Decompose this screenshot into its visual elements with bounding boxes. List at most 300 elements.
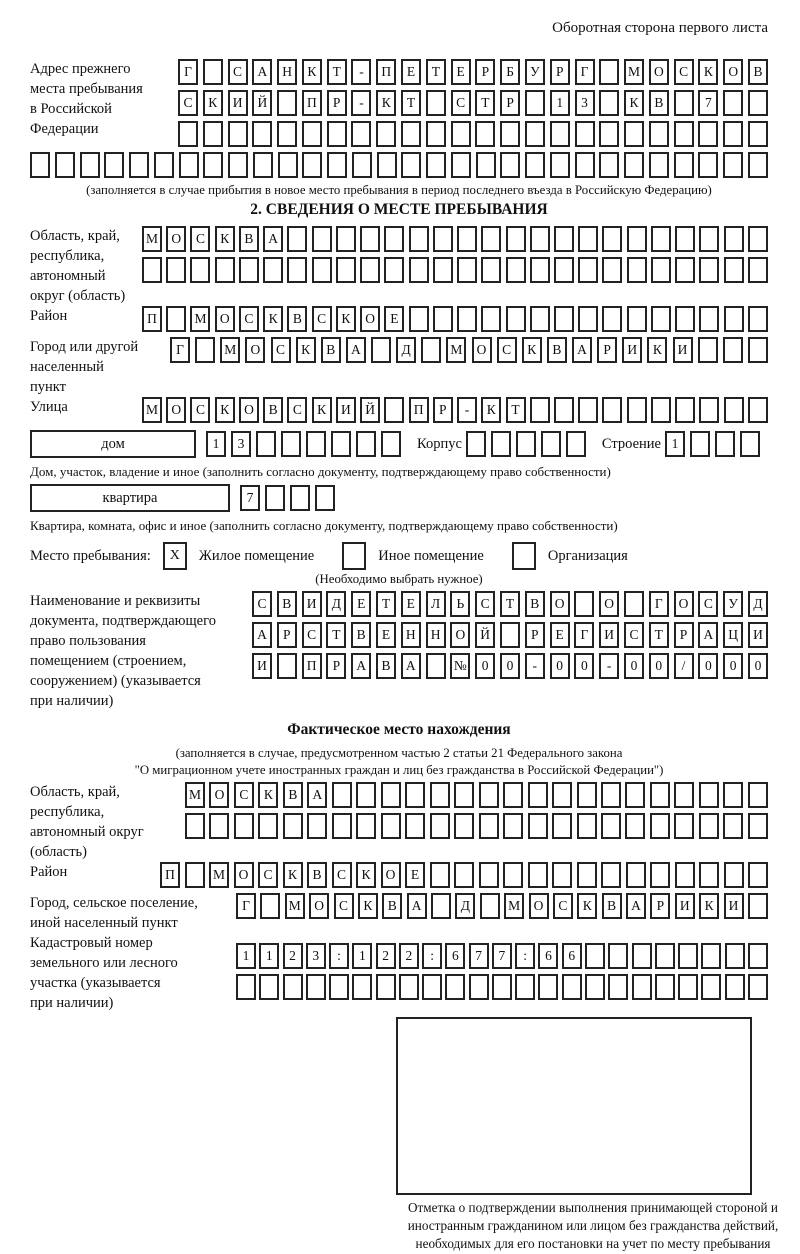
empty-cell[interactable] (699, 226, 719, 252)
empty-cell[interactable] (287, 226, 307, 252)
empty-cell[interactable] (332, 782, 352, 808)
empty-cell[interactable] (195, 337, 215, 363)
char-cell[interactable]: В (748, 59, 768, 85)
char-cell[interactable]: О (529, 893, 549, 919)
char-cell[interactable]: С (190, 226, 210, 252)
empty-cell[interactable] (457, 306, 477, 332)
char-cell[interactable]: К (699, 893, 719, 919)
empty-cell[interactable] (562, 974, 582, 1000)
empty-cell[interactable] (675, 226, 695, 252)
char-cell[interactable]: - (351, 59, 371, 85)
char-cell[interactable]: Д (455, 893, 475, 919)
char-cell[interactable]: 7 (240, 485, 260, 511)
empty-cell[interactable] (433, 257, 453, 283)
char-cell[interactable]: 3 (575, 90, 595, 116)
empty-cell[interactable] (715, 431, 735, 457)
char-cell[interactable]: 1 (550, 90, 570, 116)
char-cell[interactable]: К (302, 59, 322, 85)
empty-cell[interactable] (650, 782, 670, 808)
char-cell[interactable]: В (649, 90, 669, 116)
char-cell[interactable]: П (160, 862, 180, 888)
empty-cell[interactable] (550, 152, 570, 178)
char-cell[interactable]: 3 (306, 943, 326, 969)
char-cell[interactable]: К (215, 397, 235, 423)
char-cell[interactable]: 0 (748, 653, 768, 679)
char-cell[interactable]: И (302, 591, 322, 617)
empty-cell[interactable] (566, 431, 586, 457)
char-cell[interactable]: С (674, 59, 694, 85)
empty-cell[interactable] (748, 397, 768, 423)
char-cell[interactable]: Л (426, 591, 446, 617)
char-cell[interactable]: М (142, 397, 162, 423)
empty-cell[interactable] (360, 257, 380, 283)
empty-cell[interactable] (698, 152, 718, 178)
char-cell[interactable]: К (356, 862, 376, 888)
empty-cell[interactable] (80, 152, 100, 178)
char-cell[interactable]: К (283, 862, 303, 888)
empty-cell[interactable] (426, 152, 446, 178)
char-cell[interactable]: С (698, 591, 718, 617)
char-cell[interactable]: Д (748, 591, 768, 617)
empty-cell[interactable] (454, 813, 474, 839)
empty-cell[interactable] (315, 485, 335, 511)
char-cell[interactable]: 0 (475, 653, 495, 679)
empty-cell[interactable] (674, 152, 694, 178)
char-cell[interactable]: С (475, 591, 495, 617)
empty-cell[interactable] (678, 943, 698, 969)
char-cell[interactable]: А (572, 337, 592, 363)
empty-cell[interactable] (675, 306, 695, 332)
char-cell[interactable]: С (252, 591, 272, 617)
char-cell[interactable]: В (376, 653, 396, 679)
empty-cell[interactable] (481, 257, 501, 283)
char-cell[interactable]: Й (360, 397, 380, 423)
char-cell[interactable]: С (271, 337, 291, 363)
empty-cell[interactable] (430, 813, 450, 839)
empty-cell[interactable] (331, 431, 351, 457)
empty-cell[interactable] (252, 121, 272, 147)
char-cell[interactable]: Д (326, 591, 346, 617)
char-cell[interactable]: С (228, 59, 248, 85)
empty-cell[interactable] (409, 226, 429, 252)
char-cell[interactable]: 3 (231, 431, 251, 457)
empty-cell[interactable] (55, 152, 75, 178)
empty-cell[interactable] (405, 782, 425, 808)
char-cell[interactable]: Т (649, 622, 669, 648)
empty-cell[interactable] (651, 397, 671, 423)
char-cell[interactable]: О (472, 337, 492, 363)
empty-cell[interactable] (748, 226, 768, 252)
empty-cell[interactable] (740, 431, 760, 457)
empty-cell[interactable] (552, 862, 572, 888)
char-cell[interactable]: С (451, 90, 471, 116)
empty-cell[interactable] (457, 226, 477, 252)
char-cell[interactable]: 6 (445, 943, 465, 969)
char-cell[interactable]: М (142, 226, 162, 252)
empty-cell[interactable] (253, 152, 273, 178)
char-cell[interactable]: Г (575, 59, 595, 85)
empty-cell[interactable] (724, 397, 744, 423)
char-cell[interactable]: 7 (469, 943, 489, 969)
char-cell[interactable]: П (409, 397, 429, 423)
empty-cell[interactable] (307, 813, 327, 839)
empty-cell[interactable] (381, 782, 401, 808)
char-cell[interactable]: О (234, 862, 254, 888)
char-cell[interactable]: А (252, 622, 272, 648)
char-cell[interactable]: К (203, 90, 223, 116)
empty-cell[interactable] (376, 121, 396, 147)
empty-cell[interactable] (674, 782, 694, 808)
empty-cell[interactable] (577, 782, 597, 808)
empty-cell[interactable] (699, 397, 719, 423)
char-cell[interactable]: В (321, 337, 341, 363)
empty-cell[interactable] (454, 782, 474, 808)
char-cell[interactable]: В (351, 622, 371, 648)
empty-cell[interactable] (724, 306, 744, 332)
char-cell[interactable]: К (376, 90, 396, 116)
char-cell[interactable]: У (525, 59, 545, 85)
char-cell[interactable]: С (234, 782, 254, 808)
char-cell[interactable]: И (228, 90, 248, 116)
empty-cell[interactable] (699, 813, 719, 839)
stay-option-checkbox[interactable]: X (163, 542, 187, 570)
empty-cell[interactable] (356, 813, 376, 839)
char-cell[interactable]: В (602, 893, 622, 919)
char-cell[interactable]: И (252, 653, 272, 679)
char-cell[interactable]: О (674, 591, 694, 617)
empty-cell[interactable] (154, 152, 174, 178)
char-cell[interactable]: 2 (376, 943, 396, 969)
empty-cell[interactable] (454, 862, 474, 888)
empty-cell[interactable] (190, 257, 210, 283)
empty-cell[interactable] (651, 306, 671, 332)
empty-cell[interactable] (538, 974, 558, 1000)
empty-cell[interactable] (215, 257, 235, 283)
empty-cell[interactable] (228, 152, 248, 178)
empty-cell[interactable] (528, 862, 548, 888)
empty-cell[interactable] (239, 257, 259, 283)
apartment-type-box[interactable] (30, 484, 230, 512)
char-cell[interactable]: 2 (283, 943, 303, 969)
char-cell[interactable]: В (277, 591, 297, 617)
char-cell[interactable]: 1 (206, 431, 226, 457)
char-cell[interactable]: Р (277, 622, 297, 648)
char-cell[interactable]: Т (376, 591, 396, 617)
empty-cell[interactable] (699, 257, 719, 283)
empty-cell[interactable] (228, 121, 248, 147)
char-cell[interactable]: Р (674, 622, 694, 648)
char-cell[interactable]: О (550, 591, 570, 617)
char-cell[interactable]: Т (506, 397, 526, 423)
empty-cell[interactable] (503, 782, 523, 808)
empty-cell[interactable] (599, 59, 619, 85)
empty-cell[interactable] (701, 974, 721, 1000)
empty-cell[interactable] (554, 397, 574, 423)
char-cell[interactable]: М (220, 337, 240, 363)
char-cell[interactable]: С (287, 397, 307, 423)
empty-cell[interactable] (678, 974, 698, 1000)
char-cell[interactable]: О (450, 622, 470, 648)
char-cell[interactable]: А (401, 653, 421, 679)
char-cell[interactable]: И (599, 622, 619, 648)
empty-cell[interactable] (554, 257, 574, 283)
empty-cell[interactable] (632, 943, 652, 969)
char-cell[interactable]: Т (475, 90, 495, 116)
empty-cell[interactable] (530, 306, 550, 332)
empty-cell[interactable] (236, 974, 256, 1000)
char-cell[interactable]: Т (401, 90, 421, 116)
empty-cell[interactable] (699, 862, 719, 888)
char-cell[interactable]: С (258, 862, 278, 888)
char-cell[interactable]: Н (277, 59, 297, 85)
empty-cell[interactable] (376, 974, 396, 1000)
char-cell[interactable]: В (239, 226, 259, 252)
empty-cell[interactable] (602, 226, 622, 252)
empty-cell[interactable] (578, 397, 598, 423)
empty-cell[interactable] (277, 121, 297, 147)
empty-cell[interactable] (690, 431, 710, 457)
char-cell[interactable]: Ь (450, 591, 470, 617)
empty-cell[interactable] (655, 974, 675, 1000)
empty-cell[interactable] (627, 226, 647, 252)
stay-option-checkbox[interactable] (342, 542, 366, 570)
empty-cell[interactable] (422, 974, 442, 1000)
empty-cell[interactable] (104, 152, 124, 178)
char-cell[interactable]: Ц (723, 622, 743, 648)
empty-cell[interactable] (578, 257, 598, 283)
empty-cell[interactable] (500, 622, 520, 648)
empty-cell[interactable] (698, 337, 718, 363)
char-cell[interactable]: С (178, 90, 198, 116)
char-cell[interactable]: В (307, 862, 327, 888)
char-cell[interactable]: О (215, 306, 235, 332)
empty-cell[interactable] (624, 152, 644, 178)
empty-cell[interactable] (371, 337, 391, 363)
empty-cell[interactable] (625, 813, 645, 839)
char-cell[interactable]: К (336, 306, 356, 332)
empty-cell[interactable] (601, 782, 621, 808)
empty-cell[interactable] (290, 485, 310, 511)
char-cell[interactable]: К (624, 90, 644, 116)
char-cell[interactable]: 0 (500, 653, 520, 679)
char-cell[interactable]: П (302, 90, 322, 116)
empty-cell[interactable] (724, 257, 744, 283)
empty-cell[interactable] (748, 152, 768, 178)
char-cell[interactable]: К (647, 337, 667, 363)
empty-cell[interactable] (479, 862, 499, 888)
char-cell[interactable]: Р (597, 337, 617, 363)
empty-cell[interactable] (554, 306, 574, 332)
char-cell[interactable]: 0 (723, 653, 743, 679)
char-cell[interactable]: М (285, 893, 305, 919)
empty-cell[interactable] (480, 893, 500, 919)
char-cell[interactable]: П (142, 306, 162, 332)
char-cell[interactable]: О (166, 397, 186, 423)
empty-cell[interactable] (492, 974, 512, 1000)
empty-cell[interactable] (516, 431, 536, 457)
empty-cell[interactable] (312, 257, 332, 283)
char-cell[interactable]: Н (426, 622, 446, 648)
empty-cell[interactable] (599, 90, 619, 116)
char-cell[interactable]: 6 (562, 943, 582, 969)
empty-cell[interactable] (724, 226, 744, 252)
char-cell[interactable]: С (190, 397, 210, 423)
empty-cell[interactable] (725, 974, 745, 1000)
empty-cell[interactable] (674, 90, 694, 116)
empty-cell[interactable] (401, 121, 421, 147)
char-cell[interactable]: Р (550, 59, 570, 85)
empty-cell[interactable] (748, 782, 768, 808)
empty-cell[interactable] (503, 862, 523, 888)
empty-cell[interactable] (351, 121, 371, 147)
empty-cell[interactable] (724, 862, 744, 888)
char-cell[interactable]: 0 (574, 653, 594, 679)
empty-cell[interactable] (381, 431, 401, 457)
empty-cell[interactable] (166, 257, 186, 283)
empty-cell[interactable] (283, 974, 303, 1000)
char-cell[interactable]: С (553, 893, 573, 919)
char-cell[interactable]: К (296, 337, 316, 363)
char-cell[interactable]: И (724, 893, 744, 919)
empty-cell[interactable] (530, 397, 550, 423)
char-cell[interactable]: К (522, 337, 542, 363)
char-cell[interactable]: К (215, 226, 235, 252)
char-cell[interactable]: М (446, 337, 466, 363)
empty-cell[interactable] (748, 813, 768, 839)
char-cell[interactable]: Р (475, 59, 495, 85)
char-cell[interactable]: О (245, 337, 265, 363)
empty-cell[interactable] (655, 943, 675, 969)
char-cell[interactable]: Е (351, 591, 371, 617)
empty-cell[interactable] (405, 813, 425, 839)
char-cell[interactable]: И (336, 397, 356, 423)
char-cell[interactable]: О (723, 59, 743, 85)
char-cell[interactable]: С (497, 337, 517, 363)
empty-cell[interactable] (674, 121, 694, 147)
char-cell[interactable]: / (674, 653, 694, 679)
empty-cell[interactable] (475, 121, 495, 147)
char-cell[interactable]: Г (236, 893, 256, 919)
char-cell[interactable]: О (209, 782, 229, 808)
empty-cell[interactable] (748, 974, 768, 1000)
empty-cell[interactable] (723, 152, 743, 178)
char-cell[interactable]: С (239, 306, 259, 332)
empty-cell[interactable] (336, 226, 356, 252)
empty-cell[interactable] (575, 152, 595, 178)
empty-cell[interactable] (287, 257, 307, 283)
empty-cell[interactable] (491, 431, 511, 457)
empty-cell[interactable] (624, 591, 644, 617)
empty-cell[interactable] (649, 121, 669, 147)
empty-cell[interactable] (336, 257, 356, 283)
empty-cell[interactable] (178, 121, 198, 147)
char-cell[interactable]: А (307, 782, 327, 808)
char-cell[interactable]: В (287, 306, 307, 332)
char-cell[interactable]: И (748, 622, 768, 648)
empty-cell[interactable] (312, 226, 332, 252)
char-cell[interactable]: Р (326, 653, 346, 679)
char-cell[interactable]: Т (426, 59, 446, 85)
char-cell[interactable]: Т (327, 59, 347, 85)
empty-cell[interactable] (503, 813, 523, 839)
empty-cell[interactable] (578, 226, 598, 252)
empty-cell[interactable] (699, 306, 719, 332)
char-cell[interactable]: К (698, 59, 718, 85)
empty-cell[interactable] (258, 813, 278, 839)
empty-cell[interactable] (552, 782, 572, 808)
empty-cell[interactable] (421, 337, 441, 363)
char-cell[interactable]: В (283, 782, 303, 808)
empty-cell[interactable] (675, 397, 695, 423)
empty-cell[interactable] (179, 152, 199, 178)
char-cell[interactable]: 0 (698, 653, 718, 679)
empty-cell[interactable] (602, 306, 622, 332)
char-cell[interactable]: Р (500, 90, 520, 116)
empty-cell[interactable] (723, 782, 743, 808)
empty-cell[interactable] (550, 121, 570, 147)
char-cell[interactable]: - (351, 90, 371, 116)
empty-cell[interactable] (627, 257, 647, 283)
char-cell[interactable]: А (263, 226, 283, 252)
char-cell[interactable]: 7 (492, 943, 512, 969)
empty-cell[interactable] (433, 226, 453, 252)
empty-cell[interactable] (426, 653, 446, 679)
empty-cell[interactable] (302, 121, 322, 147)
char-cell[interactable]: С (302, 622, 322, 648)
char-cell[interactable]: А (407, 893, 427, 919)
empty-cell[interactable] (466, 431, 486, 457)
char-cell[interactable]: К (481, 397, 501, 423)
empty-cell[interactable] (451, 152, 471, 178)
char-cell[interactable]: Е (384, 306, 404, 332)
char-cell[interactable]: М (624, 59, 644, 85)
char-cell[interactable]: А (698, 622, 718, 648)
char-cell[interactable]: И (675, 893, 695, 919)
empty-cell[interactable] (332, 813, 352, 839)
empty-cell[interactable] (699, 782, 719, 808)
empty-cell[interactable] (263, 257, 283, 283)
empty-cell[interactable] (409, 257, 429, 283)
empty-cell[interactable] (748, 337, 768, 363)
empty-cell[interactable] (327, 121, 347, 147)
char-cell[interactable]: У (723, 591, 743, 617)
empty-cell[interactable] (599, 121, 619, 147)
empty-cell[interactable] (528, 813, 548, 839)
char-cell[interactable]: В (525, 591, 545, 617)
char-cell[interactable]: Е (401, 59, 421, 85)
empty-cell[interactable] (602, 257, 622, 283)
empty-cell[interactable] (356, 782, 376, 808)
empty-cell[interactable] (185, 862, 205, 888)
char-cell[interactable]: Г (649, 591, 669, 617)
empty-cell[interactable] (479, 813, 499, 839)
empty-cell[interactable] (575, 121, 595, 147)
empty-cell[interactable] (329, 974, 349, 1000)
empty-cell[interactable] (352, 974, 372, 1000)
empty-cell[interactable] (577, 813, 597, 839)
char-cell[interactable]: - (457, 397, 477, 423)
empty-cell[interactable] (675, 257, 695, 283)
empty-cell[interactable] (608, 974, 628, 1000)
empty-cell[interactable] (624, 121, 644, 147)
empty-cell[interactable] (476, 152, 496, 178)
char-cell[interactable]: : (422, 943, 442, 969)
empty-cell[interactable] (625, 782, 645, 808)
char-cell[interactable]: : (515, 943, 535, 969)
char-cell[interactable]: С (624, 622, 644, 648)
empty-cell[interactable] (525, 121, 545, 147)
char-cell[interactable]: Е (405, 862, 425, 888)
